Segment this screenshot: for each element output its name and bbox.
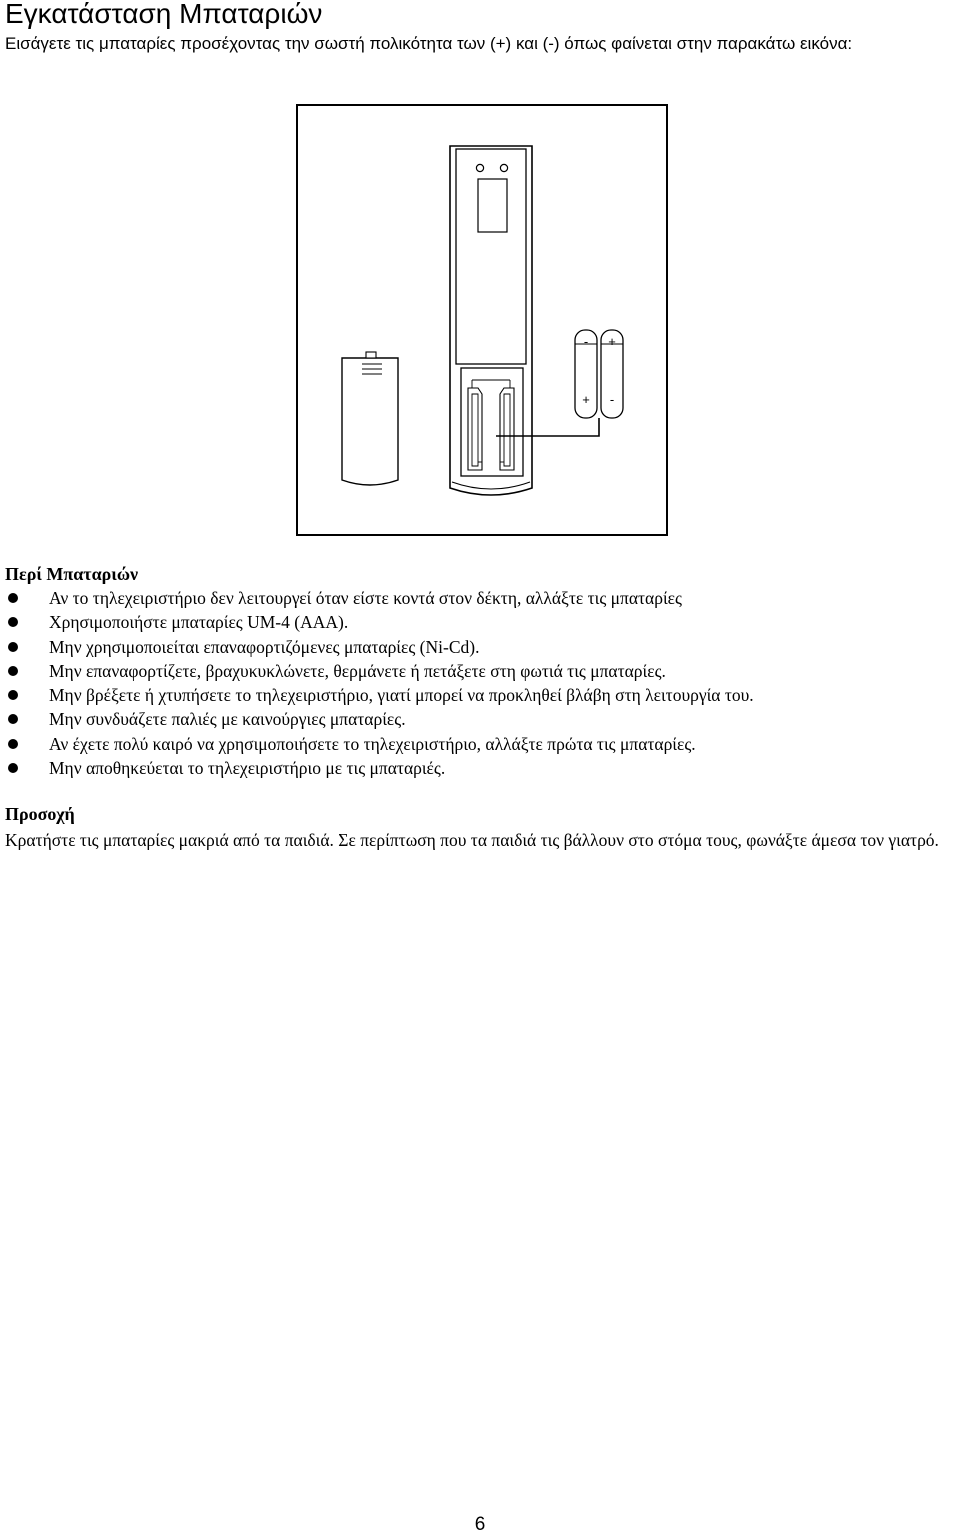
bullet-icon xyxy=(8,714,18,724)
bullet-icon xyxy=(8,763,18,773)
list-item: Μην συνδυάζετε παλιές με καινούργιες μπαταρίες. xyxy=(0,707,960,731)
bullet-icon xyxy=(8,617,18,627)
battery-right-bottom-polarity: - xyxy=(609,392,615,407)
list-item: Αν το τηλεχειριστήριο δεν λειτουργεί όταν είστε κοντά στον δέκτη, αλλάξτε τις μπαταρίες xyxy=(0,586,960,610)
battery-tips-list xyxy=(0,586,960,780)
indicator-left-icon xyxy=(476,164,483,171)
battery-installation-figure xyxy=(296,104,668,536)
caution-heading: Προσοχή xyxy=(5,804,75,824)
remote-display-window xyxy=(478,179,507,232)
indicator-right-icon xyxy=(500,164,507,171)
about-batteries-heading: Περί Μπαταριών xyxy=(5,564,139,584)
list-item: Μην χρησιμοποιείται επαναφορτιζόμενες μπαταρίες (Ni-Cd). xyxy=(0,635,960,659)
battery-right-top-polarity: + xyxy=(608,334,616,349)
bullet-icon xyxy=(8,666,18,676)
bullet-icon xyxy=(8,593,18,603)
list-item: Μην βρέξετε ή χτυπήσετε το τηλεχειριστήριο, γιατί μπορεί να προκληθεί βλάβη στη λειτουργία του. xyxy=(0,683,960,707)
bullet-icon xyxy=(8,642,18,652)
intro-paragraph: Εισάγετε τις μπαταρίες προσέχοντας την σωστή πολικότητα των (+) και (-) όπως φαίνεται στην παρακάτω εικόνα: xyxy=(5,34,853,53)
aaa-battery-right xyxy=(601,330,623,418)
caution-paragraph: Κρατήστε τις μπαταρίες μακριά από τα παιδιά. Σε περίπτωση που τα παιδιά τις βάλλουν στο στόμα τους, φωνάξτε άμεσα τον γιατρό. xyxy=(5,830,939,850)
bullet-icon xyxy=(8,690,18,700)
bullet-icon xyxy=(8,739,18,749)
page-title: Εγκατάσταση Μπαταριών xyxy=(5,0,323,29)
list-item: Χρησιμοποιήστε μπαταρίες UM-4 (AAA). xyxy=(0,610,960,634)
list-item: Αν έχετε πολύ καιρό να χρησιμοποιήσετε το τηλεχειριστήριο, αλλάξτε πρώτα τις μπαταρίες. xyxy=(0,732,960,756)
list-item: Μην επαναφορτίζετε, βραχυκυκλώνετε, θερμάνετε ή πετάξετε στη φωτιά τις μπαταρίες. xyxy=(0,659,960,683)
page-number: 6 xyxy=(474,1514,486,1535)
list-item: Μην αποθηκεύεται το τηλεχειριστήριο με τις μπαταριές. xyxy=(0,756,960,780)
battery-left-bottom-polarity: + xyxy=(582,392,590,407)
remote-control xyxy=(450,146,532,495)
figure-canvas xyxy=(296,104,668,536)
aaa-battery-left xyxy=(575,330,597,418)
battery-left-top-polarity: - xyxy=(583,334,589,349)
battery-cover xyxy=(342,352,398,485)
